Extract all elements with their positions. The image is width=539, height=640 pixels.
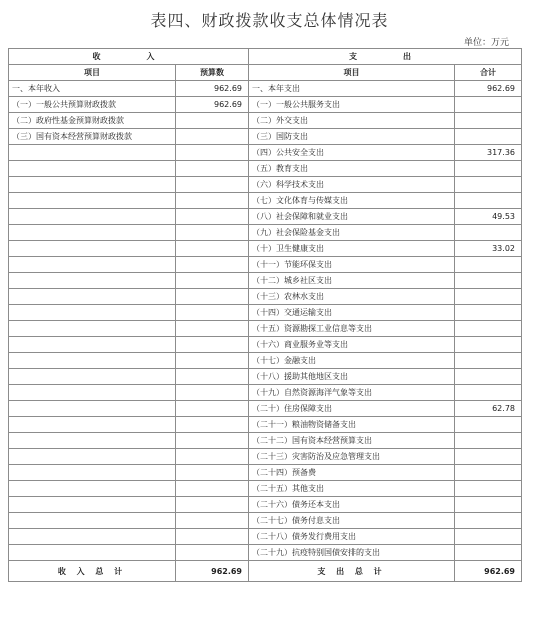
income-value-cell xyxy=(176,497,249,513)
table-row xyxy=(9,257,522,273)
table-row xyxy=(9,129,522,145)
income-value-cell xyxy=(176,193,249,209)
table-row xyxy=(9,433,522,449)
table-row xyxy=(9,529,522,545)
table-row xyxy=(9,193,522,209)
expense-value-cell xyxy=(455,177,522,193)
expense-item-cell: （八）社会保障和就业支出 xyxy=(249,209,455,225)
income-value-cell xyxy=(176,481,249,497)
income-item-cell xyxy=(9,177,176,193)
expense-item-cell: （二十六）债务还本支出 xyxy=(249,497,455,513)
income-item-cell xyxy=(9,337,176,353)
expense-value-cell: 62.78 xyxy=(455,401,522,417)
income-item-cell xyxy=(9,433,176,449)
table-row xyxy=(9,97,522,113)
income-value-cell xyxy=(176,353,249,369)
expense-item-cell: （九）社会保险基金支出 xyxy=(249,225,455,241)
income-item-cell xyxy=(9,209,176,225)
table-row xyxy=(9,545,522,561)
income-value-cell xyxy=(176,321,249,337)
income-value-cell xyxy=(176,337,249,353)
income-value-cell xyxy=(176,129,249,145)
expense-value-cell: 33.02 xyxy=(455,241,522,257)
income-item-header: 项目 xyxy=(9,65,176,81)
income-value-cell xyxy=(176,145,249,161)
header-row-sections xyxy=(9,49,522,65)
expense-value-cell xyxy=(455,113,522,129)
expense-value-cell xyxy=(455,417,522,433)
income-value-cell xyxy=(176,257,249,273)
table-row xyxy=(9,145,522,161)
table-row xyxy=(9,241,522,257)
income-value-cell xyxy=(176,401,249,417)
income-value-cell xyxy=(176,305,249,321)
expense-item-cell: （四）公共安全支出 xyxy=(249,145,455,161)
income-value-cell xyxy=(176,225,249,241)
total-header: 合计 xyxy=(455,65,522,81)
income-value-cell xyxy=(176,273,249,289)
income-item-cell xyxy=(9,497,176,513)
expense-value-cell xyxy=(455,369,522,385)
expense-value-cell xyxy=(455,225,522,241)
income-item-cell xyxy=(9,401,176,417)
header-row-columns xyxy=(9,65,522,81)
table-row xyxy=(9,337,522,353)
table-row xyxy=(9,81,522,97)
expense-value-cell: 317.36 xyxy=(455,145,522,161)
expense-item-cell: （十三）农林水支出 xyxy=(249,289,455,305)
income-value-cell xyxy=(176,369,249,385)
income-item-cell: （一）一般公共预算财政拨款 xyxy=(9,97,176,113)
income-total-value: 962.69 xyxy=(176,561,249,582)
income-value-cell xyxy=(176,241,249,257)
income-item-cell xyxy=(9,305,176,321)
expense-item-cell: （二十一）粮油物资储备支出 xyxy=(249,417,455,433)
table-row xyxy=(9,273,522,289)
expense-item-cell: （十八）援助其他地区支出 xyxy=(249,369,455,385)
expense-item-cell: （十九）自然资源海洋气象等支出 xyxy=(249,385,455,401)
income-item-cell xyxy=(9,353,176,369)
table-row xyxy=(9,449,522,465)
expense-item-cell: （一）一般公共服务支出 xyxy=(249,97,455,113)
expense-value-cell xyxy=(455,545,522,561)
table-row xyxy=(9,225,522,241)
income-item-cell xyxy=(9,449,176,465)
income-item-cell xyxy=(9,385,176,401)
table-row xyxy=(9,497,522,513)
income-item-cell xyxy=(9,289,176,305)
expense-value-cell xyxy=(455,273,522,289)
expense-value-cell xyxy=(455,321,522,337)
table-row xyxy=(9,369,522,385)
unit-label: 单位：万元 xyxy=(463,38,509,48)
expense-item-cell: （十七）金融支出 xyxy=(249,353,455,369)
expense-value-cell: 962.69 xyxy=(455,81,522,97)
income-item-cell: （二）政府性基金预算财政拨款 xyxy=(9,113,176,129)
table-row xyxy=(9,321,522,337)
income-item-cell xyxy=(9,481,176,497)
expense-value-cell xyxy=(455,353,522,369)
income-value-cell xyxy=(176,161,249,177)
income-item-cell xyxy=(9,321,176,337)
budget-table xyxy=(8,48,522,582)
income-total-label: 收 入 总 计 xyxy=(9,561,176,582)
expense-section-header: 支 出 xyxy=(249,49,522,65)
totals-row xyxy=(9,561,522,582)
income-item-cell xyxy=(9,241,176,257)
expense-value-cell xyxy=(455,161,522,177)
income-value-cell: 962.69 xyxy=(176,81,249,97)
income-value-cell xyxy=(176,209,249,225)
expense-value-cell xyxy=(455,481,522,497)
income-value-cell: 962.69 xyxy=(176,97,249,113)
expense-value-cell xyxy=(455,305,522,321)
table-row xyxy=(9,417,522,433)
income-item-cell: （三）国有资本经营预算财政拨款 xyxy=(9,129,176,145)
income-value-cell xyxy=(176,113,249,129)
expense-value-cell xyxy=(455,385,522,401)
expense-value-cell xyxy=(455,337,522,353)
expense-item-header: 项目 xyxy=(249,65,455,81)
income-value-cell xyxy=(176,545,249,561)
table-row xyxy=(9,209,522,225)
expense-item-cell: （二十三）灾害防治及应急管理支出 xyxy=(249,449,455,465)
income-item-cell xyxy=(9,465,176,481)
budget-header: 预算数 xyxy=(176,65,249,81)
expense-item-cell: （二十九）抗疫特别国债安排的支出 xyxy=(249,545,455,561)
expense-total-value: 962.69 xyxy=(455,561,522,582)
income-item-cell xyxy=(9,513,176,529)
table-row xyxy=(9,177,522,193)
expense-item-cell: 一、本年支出 xyxy=(249,81,455,97)
table-row xyxy=(9,289,522,305)
income-item-cell xyxy=(9,257,176,273)
expense-item-cell: （十）卫生健康支出 xyxy=(249,241,455,257)
expense-value-cell xyxy=(455,497,522,513)
table-body xyxy=(9,81,522,561)
table-row xyxy=(9,385,522,401)
expense-value-cell xyxy=(455,257,522,273)
table-row xyxy=(9,353,522,369)
page-title: 表四、财政拨款收支总体情况表 xyxy=(150,11,389,30)
expense-item-cell: （二十五）其他支出 xyxy=(249,481,455,497)
table-row xyxy=(9,513,522,529)
expense-value-cell xyxy=(455,433,522,449)
expense-item-cell: （十四）交通运输支出 xyxy=(249,305,455,321)
table-row xyxy=(9,465,522,481)
expense-item-cell: （二十四）预备费 xyxy=(249,465,455,481)
income-section-header: 收 入 xyxy=(9,49,249,65)
expense-item-cell: （二十七）债务付息支出 xyxy=(249,513,455,529)
table-row xyxy=(9,161,522,177)
expense-item-cell: （二十八）债务发行费用支出 xyxy=(249,529,455,545)
income-item-cell: 一、本年收入 xyxy=(9,81,176,97)
income-item-cell xyxy=(9,161,176,177)
expense-item-cell: （三）国防支出 xyxy=(249,129,455,145)
income-value-cell xyxy=(176,417,249,433)
expense-item-cell: （六）科学技术支出 xyxy=(249,177,455,193)
expense-total-label: 支 出 总 计 xyxy=(249,561,455,582)
income-item-cell xyxy=(9,225,176,241)
expense-item-cell: （十一）节能环保支出 xyxy=(249,257,455,273)
income-item-cell xyxy=(9,273,176,289)
income-item-cell xyxy=(9,529,176,545)
income-value-cell xyxy=(176,513,249,529)
expense-value-cell xyxy=(455,289,522,305)
expense-value-cell: 49.53 xyxy=(455,209,522,225)
income-item-cell xyxy=(9,417,176,433)
table-row xyxy=(9,481,522,497)
expense-item-cell: （二）外交支出 xyxy=(249,113,455,129)
income-item-cell xyxy=(9,145,176,161)
expense-value-cell xyxy=(455,193,522,209)
table-row xyxy=(9,113,522,129)
income-value-cell xyxy=(176,385,249,401)
expense-item-cell: （五）教育支出 xyxy=(249,161,455,177)
expense-item-cell: （十六）商业服务业等支出 xyxy=(249,337,455,353)
income-item-cell xyxy=(9,545,176,561)
income-item-cell xyxy=(9,369,176,385)
expense-value-cell xyxy=(455,529,522,545)
table-row xyxy=(9,305,522,321)
expense-value-cell xyxy=(455,449,522,465)
income-value-cell xyxy=(176,433,249,449)
expense-value-cell xyxy=(455,129,522,145)
income-value-cell xyxy=(176,177,249,193)
expense-value-cell xyxy=(455,513,522,529)
income-value-cell xyxy=(176,465,249,481)
table-row xyxy=(9,401,522,417)
income-value-cell xyxy=(176,289,249,305)
expense-value-cell xyxy=(455,97,522,113)
expense-item-cell: （十五）资源勘探工业信息等支出 xyxy=(249,321,455,337)
expense-value-cell xyxy=(455,465,522,481)
expense-item-cell: （七）文化体育与传媒支出 xyxy=(249,193,455,209)
income-item-cell xyxy=(9,193,176,209)
expense-item-cell: （二十）住房保障支出 xyxy=(249,401,455,417)
income-value-cell xyxy=(176,529,249,545)
income-value-cell xyxy=(176,449,249,465)
expense-item-cell: （二十二）国有资本经营预算支出 xyxy=(249,433,455,449)
expense-item-cell: （十二）城乡社区支出 xyxy=(249,273,455,289)
